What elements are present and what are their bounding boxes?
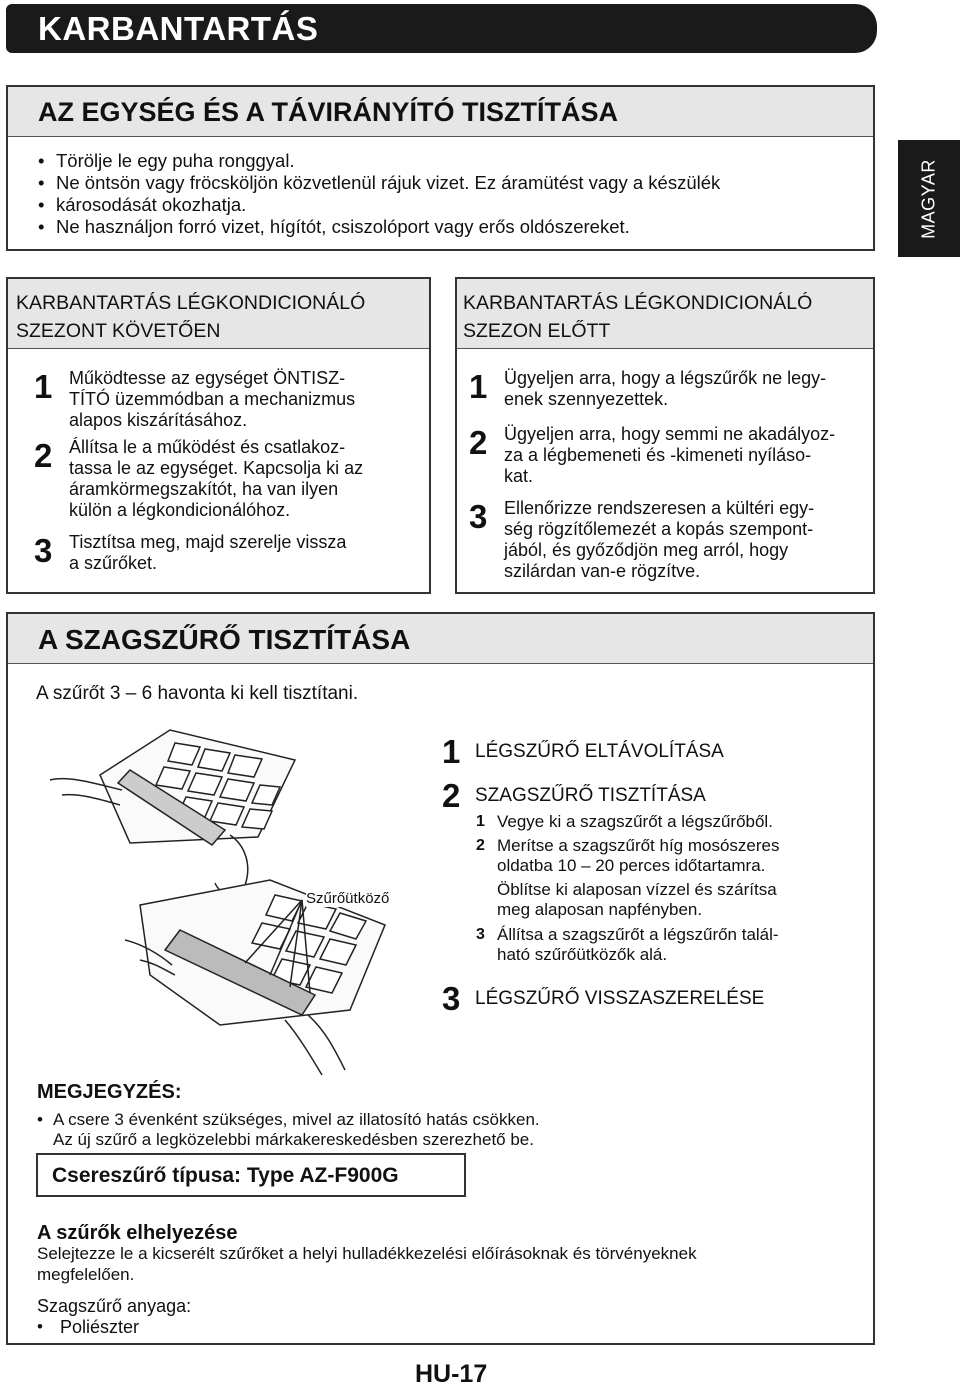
material-bullet: • — [37, 1317, 43, 1336]
sub-step-number: 1 — [476, 813, 485, 830]
before-season-header — [457, 279, 873, 349]
bullet-item: • Ne öntsön vagy fröcsköljön közvetlenül rájuk vizet. Ez áramütést vagy a készülék — [38, 172, 720, 194]
sub-step-text: Állítsa a szagszűrőt a légszűrőn talál- — [497, 925, 779, 944]
sub-step-text: Öblítse ki alaposan vízzel és szárítsa — [497, 880, 777, 899]
material-label: Szagszűrő anyaga: — [37, 1296, 192, 1316]
material-item: Poliészter — [60, 1317, 140, 1337]
step-line: Ügyeljen arra, hogy a légszűrők ne legy- — [504, 368, 827, 388]
deodor-filter-header — [8, 614, 873, 664]
unit-cleaning-heading: AZ EGYSÉG ÉS A TÁVIRÁNYÍTÓ TISZTÍTÁSA — [38, 97, 619, 127]
after-season-section — [6, 277, 431, 594]
filter-step3-number: 3 — [442, 980, 461, 1017]
sub-step-number: 3 — [476, 926, 485, 943]
note-heading: MEGJEGYZÉS: — [37, 1081, 182, 1103]
step-line: ség rögzítőlemezét a kopás szempont- — [504, 519, 814, 539]
page-title-bar — [6, 4, 877, 53]
sub-step-text: ható szűrőütközők alá. — [497, 945, 668, 964]
filter-stopper-label: Szűrőütköző — [306, 890, 390, 907]
step-line: Állítsa le a működést és csatlakoz- — [69, 437, 346, 457]
unit-cleaning-header — [8, 87, 873, 137]
sub-step-text: Merítse a szagszűrőt híg mosószeres — [497, 836, 780, 855]
before-step-2 — [469, 424, 869, 487]
step-line: a szűrőket. — [69, 553, 158, 573]
step-number: 1 — [469, 368, 488, 405]
step-number: 3 — [469, 498, 488, 535]
after-season-title-line1: KARBANTARTÁS LÉGKONDICIONÁLÓ — [16, 292, 366, 314]
filter-step2-number: 2 — [442, 777, 461, 814]
note-line: Az új szűrő a legközelebbi márkakereskedésben szerezhető be. — [53, 1130, 534, 1149]
bullet-item: • Ne használjon forró vizet, hígítót, csiszolóport vagy erős oldószereket. — [38, 216, 720, 238]
step-line: áramkörmegszakítót, ha van ilyen — [69, 479, 339, 499]
language-tab — [898, 140, 960, 257]
step-number: 2 — [469, 424, 488, 461]
filter-step1-label: LÉGSZŰRŐ ELTÁVOLÍTÁSA — [475, 741, 724, 762]
step-line: tassa le az egységet. Kapcsolja ki az — [69, 458, 364, 478]
after-step-2 — [34, 437, 429, 521]
disposal-line: Selejtezze le a kicserélt szűrőket a helyi hulladékkezelési előírásoknak és törvényeknek — [37, 1244, 697, 1263]
unit-cleaning-section — [6, 85, 875, 251]
deodor-filter-heading: A SZAGSZŰRŐ TISZTÍTÁSA — [38, 624, 411, 655]
disposal-line: megfelelően. — [37, 1265, 135, 1284]
step-line: enek szennyezettek. — [504, 389, 669, 409]
filter-step2-label: SZAGSZŰRŐ TISZTÍTÁSA — [475, 785, 706, 806]
filter-illustration — [40, 725, 420, 1090]
step-line: TÍTÓ üzemmódban a mechanizmus — [69, 389, 356, 409]
step-line: szilárdan van-e rögzítve. — [504, 561, 701, 581]
page-title: KARBANTARTÁS — [38, 10, 319, 47]
sub-step-text: Vegye ki a szagszűrőt a légszűrőből. — [497, 812, 773, 831]
replacement-type-label: Csereszűrő típusa: Type AZ-F900G — [52, 1164, 399, 1187]
step-line: Működtesse az egységet ÖNTISZ- — [69, 368, 346, 388]
replacement-type-box — [36, 1153, 466, 1197]
filter-step1-number: 1 — [442, 733, 461, 770]
step-number: 1 — [34, 368, 53, 405]
after-season-title-line2: SZEZONT KÖVETŐEN — [16, 320, 221, 342]
sub-step-text: meg alaposan napfényben. — [497, 900, 703, 919]
filter-intro: A szűrőt 3 – 6 havonta ki kell tisztítani. — [36, 683, 359, 704]
after-season-header — [8, 279, 429, 349]
step-line: Tisztítsa meg, majd szerelje vissza — [69, 532, 347, 552]
sub-step-text: oldatba 10 – 20 perces időtartamra. — [497, 856, 766, 875]
sub-step-number: 2 — [476, 837, 485, 854]
step-line: alapos kiszárításához. — [69, 410, 248, 430]
language-tab-label: MAGYAR — [918, 158, 939, 239]
step-line: külön a légkondicionálóhoz. — [69, 500, 291, 520]
step-line: za a légbemeneti és -kimeneti nyíláso- — [504, 445, 812, 465]
after-step-1 — [34, 368, 429, 431]
bullet-item: • Törölje le egy puha ronggyal. — [38, 150, 720, 172]
filter-step3-label: LÉGSZŰRŐ VISSZASZERELÉSE — [475, 988, 765, 1009]
step-line: Ügyeljen arra, hogy semmi ne akadályoz- — [504, 424, 836, 444]
disposal-heading: A szűrők elhelyezése — [37, 1222, 238, 1244]
before-season-section — [455, 277, 875, 594]
note-line: A csere 3 évenként szükséges, mivel az illatosító hatás csökken. — [53, 1110, 540, 1129]
step-line: kat. — [504, 466, 534, 486]
page-number: HU-17 — [415, 1360, 488, 1388]
before-season-title-line1: KARBANTARTÁS LÉGKONDICIONÁLÓ — [463, 292, 813, 314]
unit-cleaning-list — [38, 150, 720, 238]
step-number: 2 — [34, 437, 53, 474]
note-bullet: • — [37, 1110, 43, 1129]
step-number: 3 — [34, 532, 53, 569]
step-line: Ellenőrizze rendszeresen a kültéri egy- — [504, 498, 815, 518]
before-step-1 — [469, 368, 869, 410]
bullet-continuation: • károsodását okozhatja. — [38, 194, 720, 216]
before-season-title-line2: SZEZON ELŐTT — [463, 320, 611, 342]
after-step-3 — [34, 532, 429, 574]
before-step-3 — [469, 498, 869, 582]
step-line: jából, és győződjön meg arról, hogy — [504, 540, 789, 560]
